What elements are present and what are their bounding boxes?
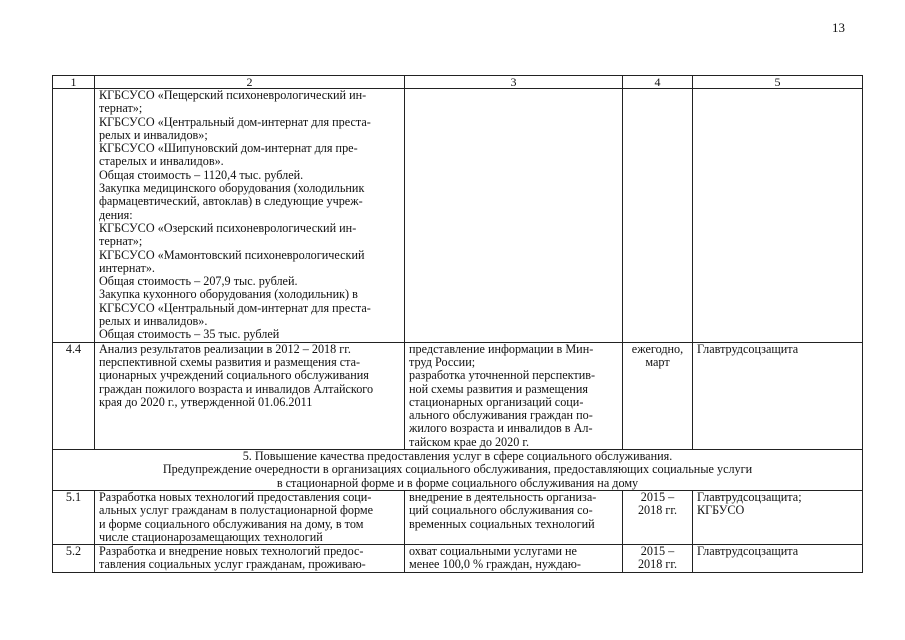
term-cell xyxy=(623,89,693,343)
term-cell: ежегодно, март xyxy=(623,342,693,449)
executor-cell: Главтрудсоцзащита; КГБУСО xyxy=(693,490,863,544)
term-cell: 2015 – 2018 гг. xyxy=(623,545,693,573)
activity-cell: Разработка новых технологий предоставления соци- альных услуг гражданам в полустационарной форме и форме социального обслуживания на дому, в том числе стационарозамещающих технологий xyxy=(95,490,405,544)
table-row xyxy=(53,545,863,573)
header-cell: 2 xyxy=(95,76,405,89)
header-cell: 5 xyxy=(693,76,863,89)
header-cell: 1 xyxy=(53,76,95,89)
activity-cell: Анализ результатов реализации в 2012 – 2018 гг. перспективной схемы развития и размещения ста- ционарных учреждений социального обслуживания граждан пожилого возраста и инвалидов Алтайского края до 2020 г., утвержденной 01.06.2011 xyxy=(95,342,405,449)
plan-table xyxy=(52,75,863,573)
executor-cell: Главтрудсоцзащита xyxy=(693,545,863,573)
page-number: 13 xyxy=(832,20,845,35)
executor-cell xyxy=(693,89,863,343)
activity-cell: КГБСУСО «Пещерский психоневрологический ин- тернат»; КГБСУСО «Центральный дом-интернат для преста- релых и инвалидов»; КГБСУСО «Шипуновский дом-интернат для пре- старелых и инвалидов». Общая стоимость – 1120,4 тыс. рублей. Закупка медицинского оборудования (холодильник фармацевтический, автоклав) в следующие учреж- дения: КГБСУСО «Озерский психоневрологический ин- тернат»; КГБСУСО «Мамонтовский психоневрологический интернат». Общая стоимость – 207,9 тыс. рублей. Закупка кухонного оборудования (холодильник) в КГБСУСО «Центральный дом-интернат для преста- релых и инвалидов». Общая стоимость – 35 тыс. рублей xyxy=(95,89,405,343)
section-heading: 5. Повышение качества предоставления услуг в сфере социального обслуживания. Предупреждение очередности в организациях социального обслуживания, предоставляющих социальные услуги в стационарной форме и в форме социального обслуживания на дому xyxy=(53,450,863,491)
term-cell: 2015 – 2018 гг. xyxy=(623,490,693,544)
result-cell: охват социальными услугами не менее 100,0 % граждан, нуждаю- xyxy=(405,545,623,573)
row-number: 4.4 xyxy=(53,342,95,449)
section-heading-row xyxy=(53,450,863,491)
table-header-row xyxy=(53,76,863,89)
header-cell: 4 xyxy=(623,76,693,89)
table-row xyxy=(53,490,863,544)
row-number: 5.2 xyxy=(53,545,95,573)
header-cell: 3 xyxy=(405,76,623,89)
row-number xyxy=(53,89,95,343)
result-cell: представление информации в Мин- труд России; разработка уточненной перспектив- ной схемы развития и размещения стационарных организаций соци- ального обслуживания граждан по- жилого возраста и инвалидов в Ал- тайском крае до 2020 г. xyxy=(405,342,623,449)
result-cell: внедрение в деятельность организа- ций социального обслуживания со- временных социальных технологий xyxy=(405,490,623,544)
row-number: 5.1 xyxy=(53,490,95,544)
table-row xyxy=(53,89,863,343)
table-row xyxy=(53,342,863,449)
activity-cell: Разработка и внедрение новых технологий предос- тавления социальных услуг гражданам, проживаю- xyxy=(95,545,405,573)
result-cell xyxy=(405,89,623,343)
executor-cell: Главтрудсоцзащита xyxy=(693,342,863,449)
